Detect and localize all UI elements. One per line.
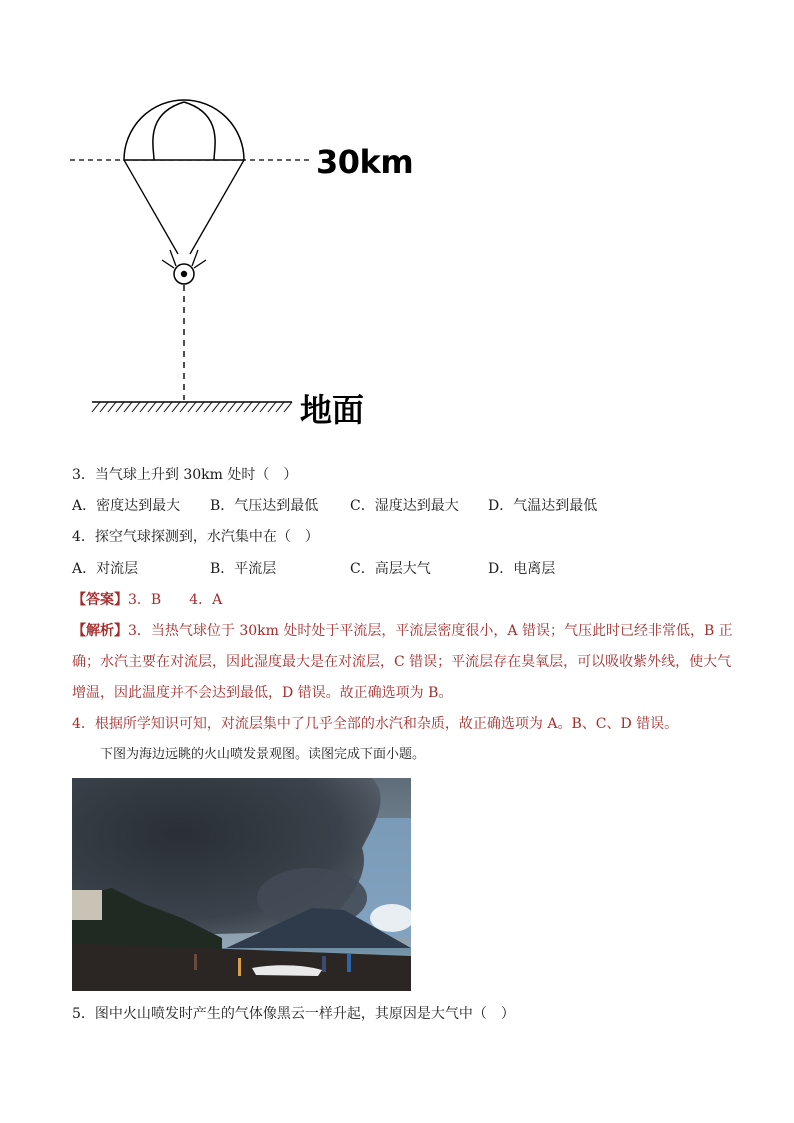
analysis-line-4: 4．根据所学知识可知，对流层集中了几乎全部的水汽和杂质，故正确选项为 A。B、C、D 错误。: [72, 716, 679, 732]
volcano-eruption-photo: [72, 778, 411, 991]
q4-option-d: D．电离层: [488, 561, 556, 577]
analysis-text-1: 3．当热气球位于 30km 处时处于平流层，平流层密度很小，A 错误；气压此时已经非常低，B 正: [128, 623, 733, 639]
analysis-tag: 【解析】: [72, 623, 128, 639]
q4-option-c: C．高层大气: [350, 561, 431, 577]
question-4-options: [72, 559, 555, 579]
suspension-line-left: [124, 160, 178, 254]
suspension-line-right: [190, 160, 244, 254]
analysis-line-1: [72, 621, 733, 641]
q4-option-b: B．平流层: [210, 561, 277, 577]
question-5-stem: 5．图中火山喷发时产生的气体像黑云一样升起，其原因是大气中（ ）: [72, 1006, 515, 1022]
question-3-options: [72, 496, 597, 516]
section-intro: 下图为海边远眺的火山喷发景观图。读图完成下面小题。: [100, 747, 426, 762]
altitude-label: 30km: [316, 143, 414, 181]
ground-label: 地面: [300, 391, 365, 429]
question-4-stem: 4．探空气球探测到，水汽集中在（ ）: [72, 529, 319, 545]
q3-option-d: D．气温达到最低: [488, 498, 598, 514]
analysis-line-2: 确；水汽主要在对流层，因此湿度最大是在对流层，C 错误；平流层存在臭氧层，可以吸收紫外线，使大气: [72, 654, 732, 670]
q3-option-c: C．湿度达到最大: [350, 498, 459, 514]
answer-tag: 【答案】: [72, 592, 128, 608]
balloon-figure: [60, 88, 440, 428]
question-3-stem: 3．当气球上升到 30km 处时（ ）: [72, 467, 298, 483]
q4-option-a: A．对流层: [72, 561, 139, 577]
volcano-photo-illustration: [72, 778, 411, 991]
instrument-dot: [181, 271, 187, 277]
balloon-canopy: [124, 100, 244, 160]
answer-text: 3．B 4．A: [128, 592, 223, 608]
q3-option-b: B．气压达到最低: [210, 498, 319, 514]
sounding-balloon-diagram: [60, 88, 440, 428]
q3-option-a: A．密度达到最大: [72, 498, 181, 514]
analysis-line-3: 增温，因此温度并不会达到最低，D 错误。故正确选项为 B。: [72, 685, 453, 701]
answer-line: [72, 590, 222, 610]
